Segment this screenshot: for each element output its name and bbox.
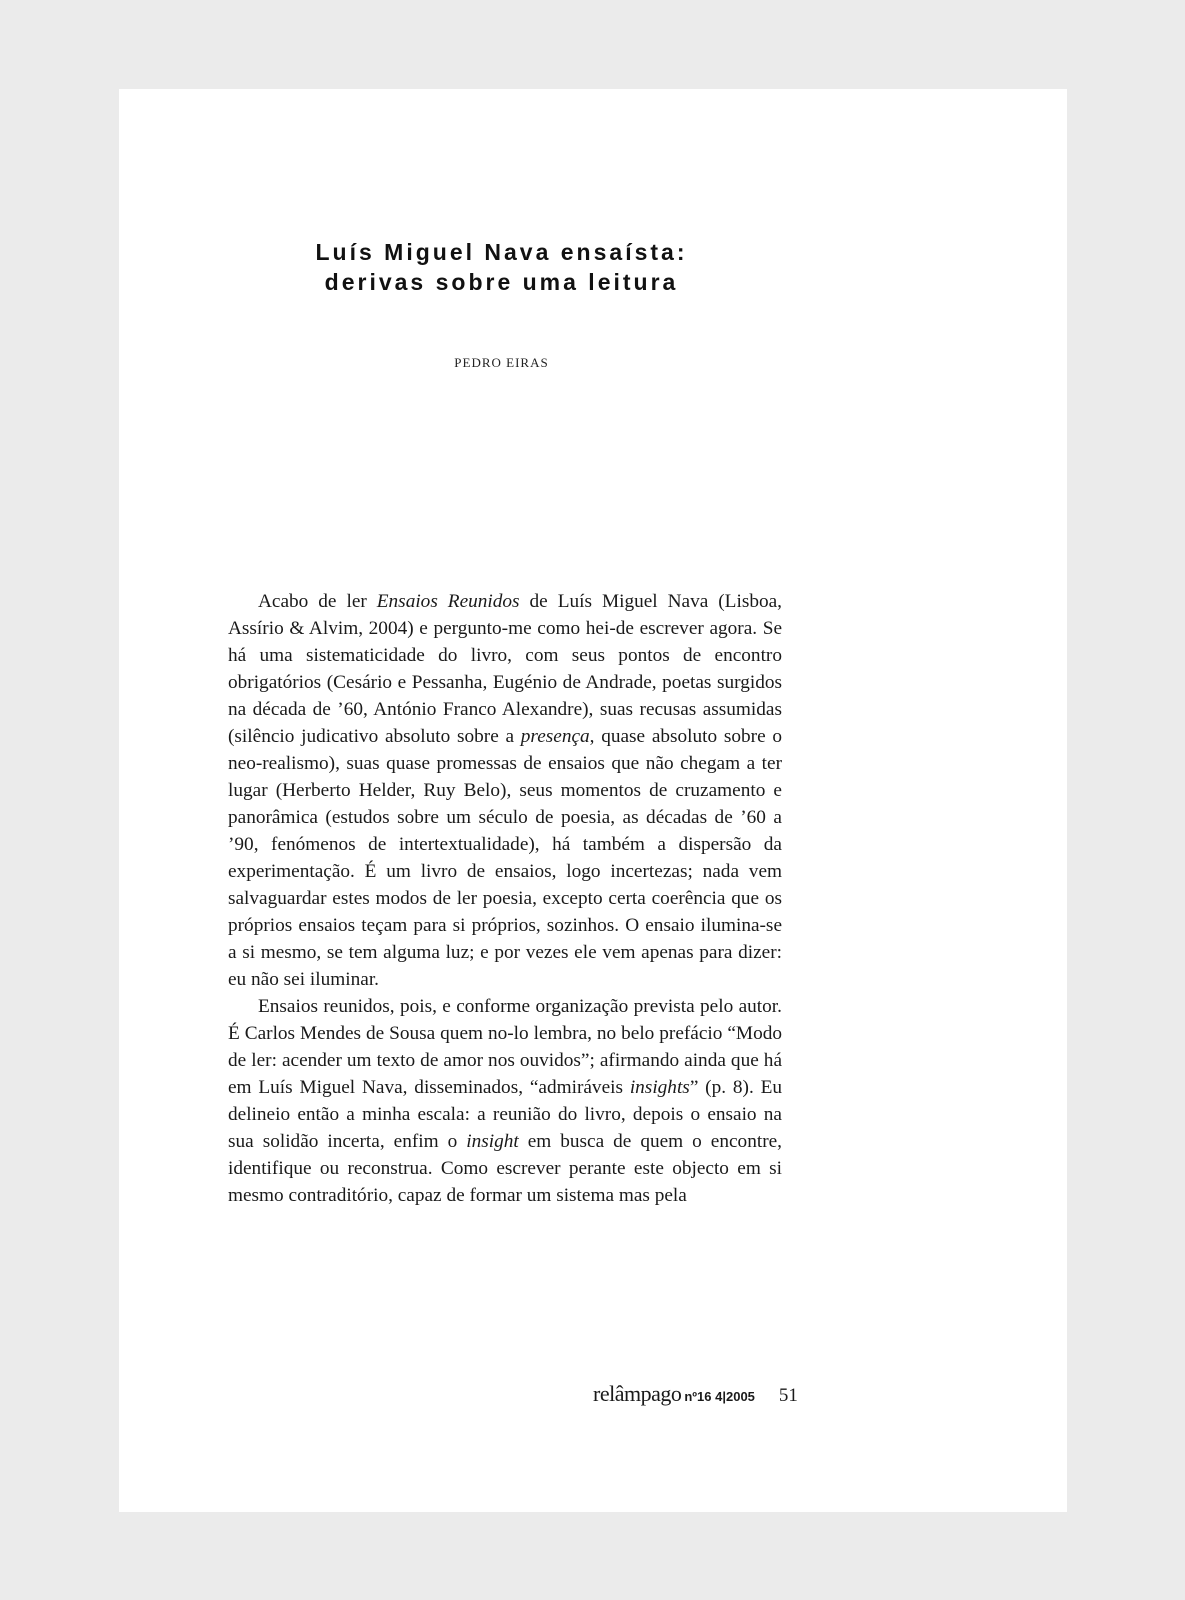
p2-italic-1: insights <box>629 1077 690 1098</box>
article-title <box>119 237 884 297</box>
page-footer <box>593 1381 798 1407</box>
page-number: 51 <box>778 1385 798 1406</box>
p2-italic-2: insight <box>466 1131 519 1152</box>
p1-text-1: Acabo de ler <box>258 591 377 612</box>
p2-text-1: Ensaios reunidos, pois, e conforme organização prevista pelo autor. É Carlos Mendes de Sousa quem no-lo lembra, no belo prefácio “Modo de ler: acender um texto de amor nos ouvidos”; afirmando ainda que há em Luís Miguel Nava, disseminados, “admiráveis <box>228 996 782 1098</box>
p1-text-2: de Luís Miguel Nava (Lisboa, Assírio & Alvim, 2004) e pergunto-me como hei-de escrever agora. Se há uma sistematicidade do livro, com seus pontos de encontro obrigatórios (Cesário e Pessanha, Eugénio de Andrade, poetas surgidos na década de ’60, António Franco Alexandre), suas recusas assumidas (silêncio judicativo absoluto sobre a <box>228 591 782 747</box>
issue-info: nº16 4|2005 <box>684 1389 755 1404</box>
magazine-name: relâmpago <box>593 1381 682 1406</box>
p1-text-3: , quase absoluto sobre o neo-realismo), suas quase promessas de ensaios que não chegam a ter lugar (Herberto Helder, Ruy Belo), seus momentos de cruzamento e panorâmica (estudos sobre um século de poesia, as décadas de ’60 a ’90, fenómenos de intertextualidade), há também a dispersão da experimentação. É um livro de ensaios, logo incertezas; nada vem salvaguardar estes modos de ler poesia, excepto certa coerência que os próprios ensaios teçam para si próprios, sozinhos. O ensaio ilumina-se a si mesmo, se tem alguma luz; e por vezes ele vem apenas para dizer: eu não sei iluminar. <box>228 726 782 990</box>
title-line-1: Luís Miguel Nava ensaísta: <box>315 239 688 265</box>
article-body <box>228 588 782 1209</box>
document-page <box>119 89 1067 1512</box>
p1-italic-1: Ensaios Reunidos <box>376 591 520 612</box>
p2-text-2: ” (p. 8). Eu delineio então a minha escala: a reunião do livro, depois o ensaio na sua solidão incerta, enfim o <box>228 1077 783 1152</box>
p2-text-3: em busca de quem o encontre, identifique ou reconstrua. Como escrever perante este objecto em si mesmo contraditório, capaz de formar um sistema mas pela <box>228 1131 782 1206</box>
article-author: PEDRO EIRAS <box>454 355 549 370</box>
p1-italic-2: presença <box>520 726 590 747</box>
title-line-2: derivas sobre uma leitura <box>324 269 679 295</box>
paragraph-1 <box>228 588 782 993</box>
paragraph-2 <box>228 993 782 1209</box>
